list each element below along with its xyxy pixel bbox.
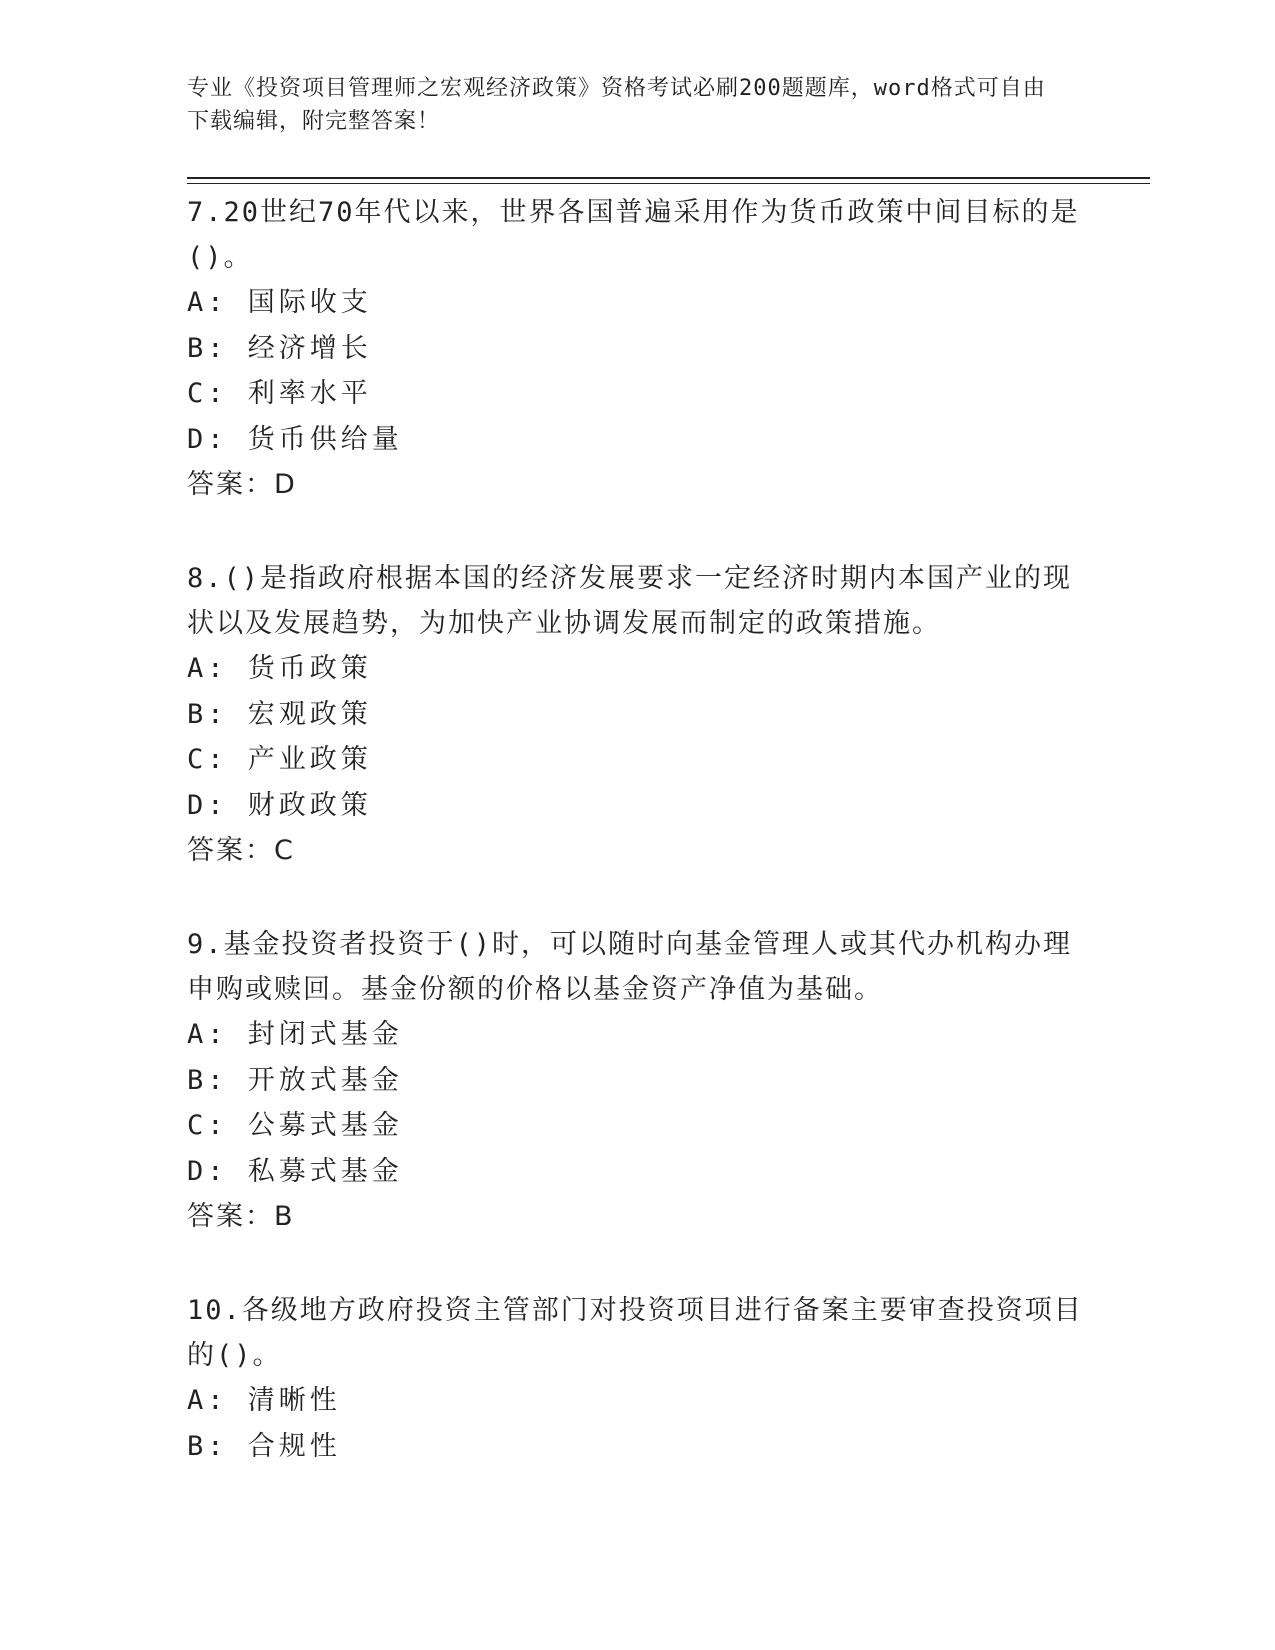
answer: 答案：D <box>187 469 297 500</box>
question-text: 10.各级地方政府投资主管部门对投资项目进行备案主要审查投资项目的()。 <box>187 1295 1083 1371</box>
answer: 答案：B <box>187 1201 295 1232</box>
option-b: B: 经济增长 <box>187 332 372 364</box>
question-8 <box>187 554 1087 873</box>
question-gap <box>187 873 1087 920</box>
question-text: 7.20世纪70年代以来，世界各国普遍采用作为货币政策中间目标的是()。 <box>187 197 1080 273</box>
document-header: 专业《投资项目管理师之宏观经济政策》资格考试必刷200题题库，word格式可自由下载编辑，附完整答案！ <box>187 76 1046 134</box>
question-list <box>187 188 1087 1469</box>
option-d: D: 货币供给量 <box>187 423 403 455</box>
question-10 <box>187 1286 1087 1469</box>
question-7 <box>187 188 1087 507</box>
header-rule-thin <box>187 183 1150 184</box>
option-a: A: 货币政策 <box>187 653 372 684</box>
option-b: B: 宏观政策 <box>187 698 372 730</box>
option-c: C: 公募式基金 <box>187 1110 403 1141</box>
question-9 <box>187 920 1087 1239</box>
option-b: B: 开放式基金 <box>187 1064 403 1096</box>
option-d: D: 财政政策 <box>187 789 372 821</box>
question-gap <box>187 1239 1087 1286</box>
answer: 答案：C <box>187 835 295 866</box>
option-b: B: 合规性 <box>187 1430 341 1462</box>
option-c: C: 利率水平 <box>187 378 372 409</box>
option-a: A: 清晰性 <box>187 1385 341 1416</box>
option-c: C: 产业政策 <box>187 744 372 775</box>
question-gap <box>187 507 1087 554</box>
question-text: 9.基金投资者投资于()时，可以随时向基金管理人或其代办机构办理申购或赎回。基金份额的价格以基金资产净值为基础。 <box>187 929 1073 1005</box>
option-a: A: 封闭式基金 <box>187 1019 403 1050</box>
option-d: D: 私募式基金 <box>187 1155 403 1187</box>
question-text: 8.()是指政府根据本国的经济发展要求一定经济时期内本国产业的现状以及发展趋势，为加快产业协调发展而制定的政策措施。 <box>187 563 1073 639</box>
header-rule-thick <box>187 177 1150 179</box>
option-a: A: 国际收支 <box>187 287 372 318</box>
